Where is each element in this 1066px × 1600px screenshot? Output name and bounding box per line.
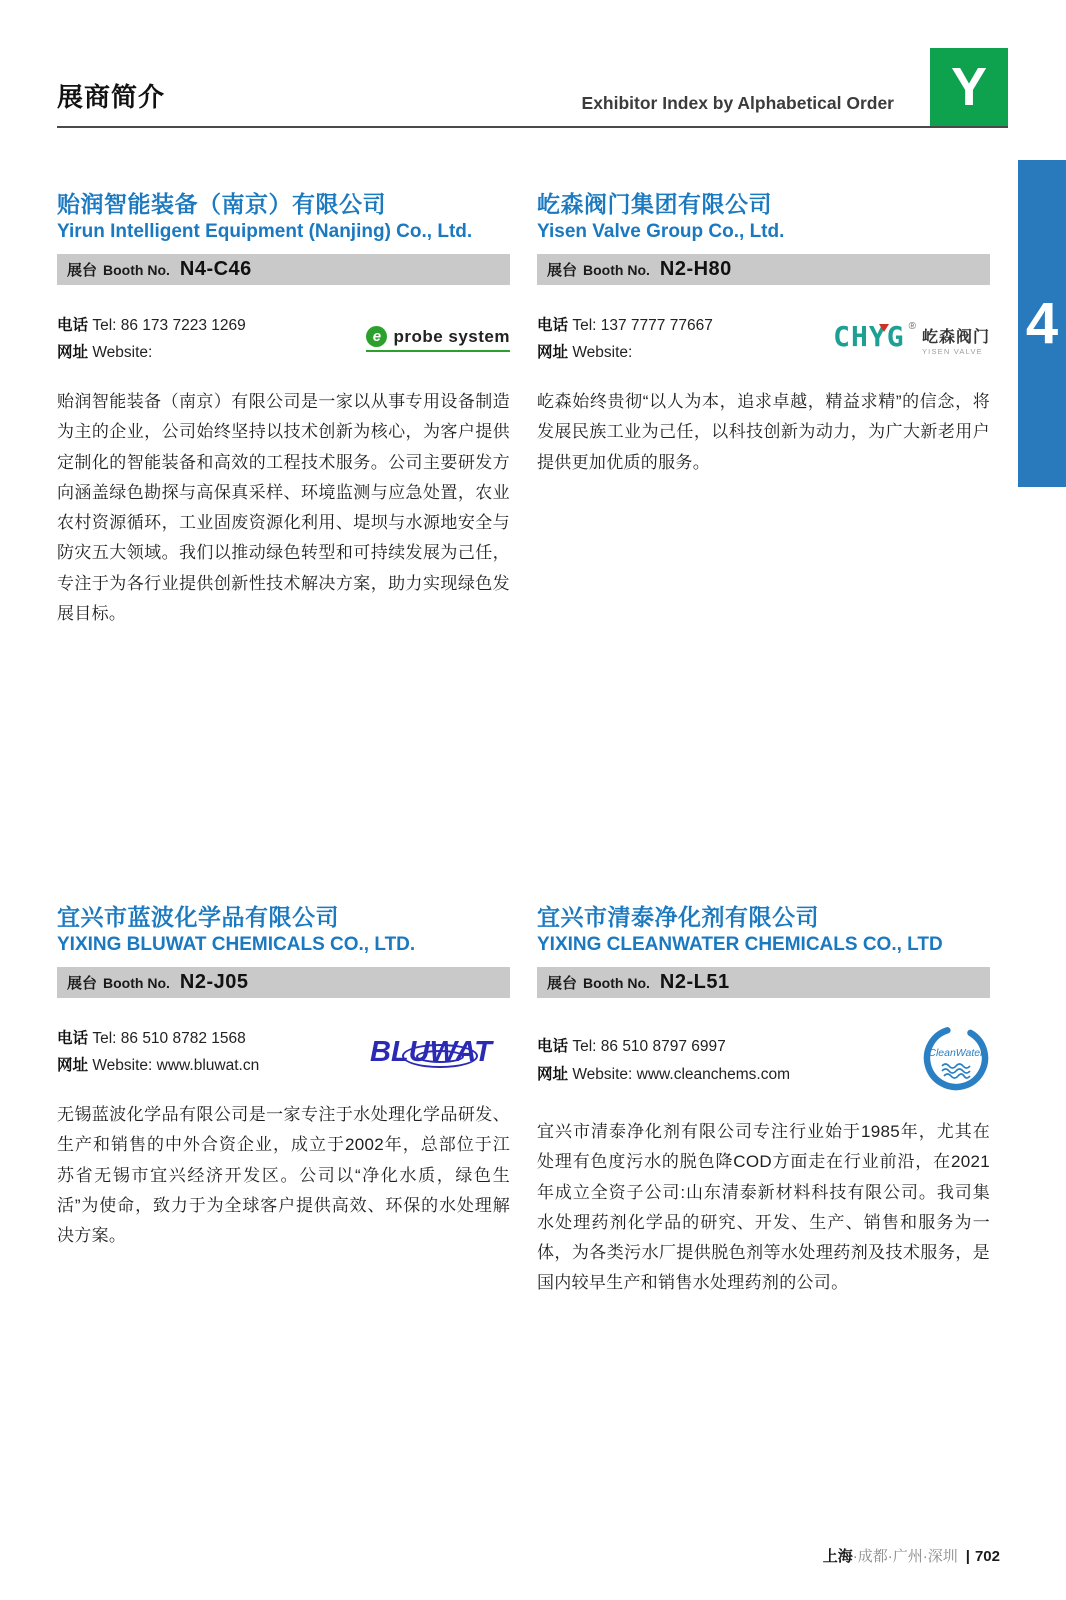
website-line (537, 1061, 790, 1088)
exhibitor-name-cn: 屹森阀门集团有限公司 (537, 190, 772, 217)
booth-bar (57, 967, 510, 998)
page-header (57, 48, 1008, 128)
web-label-en: Website: (572, 344, 633, 361)
contact-lines (537, 1033, 790, 1087)
exhibitor-name-cn: 宜兴市清泰净化剂有限公司 (537, 903, 819, 930)
chyg-logo-sub: YISEN VALVE (921, 346, 983, 356)
web-label-en: Website: (572, 1065, 633, 1083)
exhibitor-card-bluwat (57, 860, 510, 1251)
registered-mark-icon: ® (908, 320, 916, 332)
name-block (537, 148, 990, 245)
contact-block (57, 311, 510, 367)
booth-number: N4-C46 (179, 258, 252, 280)
tel-label-en: Tel: (92, 316, 117, 334)
booth-number: N2-H80 (659, 258, 732, 280)
booth-label-en: Booth No. (103, 974, 170, 991)
probe-logo-icon: e (366, 326, 387, 347)
contact-block (537, 311, 990, 367)
website-line (537, 339, 713, 366)
booth-number: N2-J05 (179, 971, 249, 993)
chyg-logo-text-stack (922, 324, 990, 356)
exhibitor-description: 无锡蓝波化学品有限公司是一家专注于水处理化学品研发、生产和销售的中外合资企业，成立于2002年，总部位于江苏省无锡市宜兴经济开发区。公司以“净化水质，绿色生活”为使命，致力于为全球客户提供高效、环保的水处理解决方案。 (57, 1105, 510, 1245)
booth-bar (537, 967, 990, 998)
tel-label-cn: 电话 (57, 1029, 89, 1047)
page-title-cn: 展商简介 (57, 82, 166, 112)
contact-lines (537, 312, 713, 366)
exhibitor-name-en: Yisen Valve Group Co., Ltd. (537, 221, 785, 243)
exhibitor-description: 屹森始终贵彻“以人为本，追求卓越，精益求精”的信念，将发展民族工业为己任，以科技创新为动力，为广大新老用户提供更加优质的服务。 (537, 392, 990, 472)
bluwat-logo-text: BLUWAT (370, 1036, 492, 1068)
exhibitor-name-cn: 宜兴市蓝波化学品有限公司 (57, 903, 339, 930)
booth-number: N2-L51 (659, 971, 730, 993)
cleanwater-logo-text: CleanWater (928, 1047, 984, 1059)
probe-system-logo (366, 326, 510, 352)
exhibitor-name-cn: 贻润智能装备（南京）有限公司 (57, 190, 386, 217)
exhibitor-name-en: YIXING BLUWAT CHEMICALS CO., LTD. (57, 934, 416, 956)
booth-label-cn: 展台 (67, 975, 98, 992)
tel-label-en: Tel: (572, 316, 597, 334)
name-block (57, 860, 510, 958)
section-tab: 4 (1018, 160, 1066, 487)
footer-cities: ·成都·广州·深圳 (852, 1548, 958, 1565)
booth-label-cn: 展台 (67, 262, 98, 279)
contact-lines (57, 312, 246, 366)
website-line (57, 1052, 259, 1079)
exhibitor-name-en: YIXING CLEANWATER CHEMICALS CO., LTD (537, 934, 943, 956)
contact-block (537, 1024, 990, 1097)
booth-bar (537, 254, 990, 285)
chyg-logo-cn: 屹森阀门 (921, 328, 990, 346)
booth-label-en: Booth No. (583, 974, 650, 991)
tel-line (537, 1033, 790, 1060)
tel-label-cn: 电话 (537, 1038, 569, 1056)
tel-label-en: Tel: (572, 1038, 597, 1056)
web-label-cn: 网址 (57, 344, 89, 361)
page-footer (0, 1545, 1000, 1566)
exhibitor-description: 宜兴市清泰净化剂有限公司专注行业始于1985年，尤其在处理有色度污水的脱色降COD方面走在行业前沿，在2021年成立全资子公司:山东清泰新材料科技有限公司。我司集水处理药剂化学品的研究、开发、生产、销售和服务为一体，为各类污水厂提供脱色剂等水处理药剂及技术服务，是国内较早生产和销售水处理药剂的公司。 (537, 1122, 990, 1293)
tel-value: 86 510 8797 6997 (600, 1038, 726, 1056)
page-number: 702 (974, 1548, 1000, 1565)
booth-label-cn: 展台 (547, 262, 578, 279)
tel-value: 137 7777 77667 (600, 316, 713, 334)
tel-label-cn: 电话 (57, 316, 89, 334)
tel-line (537, 312, 713, 339)
booth-label-cn: 展台 (547, 975, 578, 992)
bluwat-logo (370, 1030, 510, 1074)
booth-bar (57, 254, 510, 285)
website-value: www.bluwat.cn (156, 1057, 260, 1074)
contact-block (57, 1024, 510, 1080)
exhibitor-card-yirun (57, 148, 510, 629)
web-label-en: Website: (92, 344, 153, 361)
tel-value: 86 173 7223 1269 (120, 316, 246, 334)
name-block (537, 860, 990, 958)
website-value: www.cleanchems.com (636, 1065, 790, 1083)
exhibitor-card-cleanwater (537, 860, 990, 1299)
exhibitor-name-en: Yirun Intelligent Equipment (Nanjing) Co., Ltd. (57, 221, 473, 243)
exhibitor-card-yisen (537, 148, 990, 478)
booth-label-en: Booth No. (103, 261, 170, 278)
cleanwater-logo-icon (922, 1024, 990, 1092)
website-line (57, 339, 246, 366)
tel-line (57, 1025, 259, 1052)
cleanwater-logo (922, 1024, 990, 1097)
tel-line (57, 312, 246, 339)
probe-logo-text: probe system (393, 326, 510, 346)
chyg-logo (833, 319, 990, 356)
footer-separator: | (965, 1548, 970, 1565)
page-title-en: Exhibitor Index by Alphabetical Order (581, 93, 894, 113)
chyg-logo-wordmark: CHYG (833, 319, 905, 353)
tel-label-cn: 电话 (537, 316, 569, 334)
web-label-en: Website: (92, 1057, 153, 1074)
booth-label-en: Booth No. (583, 261, 650, 278)
tel-value: 86 510 8782 1568 (120, 1029, 246, 1047)
web-label-cn: 网址 (57, 1057, 89, 1074)
footer-city-primary: 上海 (822, 1548, 853, 1565)
web-label-cn: 网址 (537, 344, 569, 361)
web-label-cn: 网址 (537, 1065, 569, 1083)
name-block (57, 148, 510, 245)
tel-label-en: Tel: (92, 1029, 117, 1047)
exhibitor-description: 贻润智能装备（南京）有限公司是一家以从事专用设备制造为主的企业，公司始终坚持以技术创新为核心，为客户提供定制化的智能装备和高效的工程技术服务。公司主要研发方向涵盖绿色勘探与高保真采样、环境监测与应急处置，农业农村资源循环，工业固废资源化利用、堤坝与水源地安全与防灾五大领域。我们以推动绿色转型和可持续发展为己任，专注于为各行业提供创新性技术解决方案，助力实现绿色发展目标。 (57, 392, 510, 623)
index-letter-badge: Y (930, 48, 1008, 126)
contact-lines (57, 1025, 259, 1079)
chyg-red-triangle-icon (879, 324, 889, 332)
